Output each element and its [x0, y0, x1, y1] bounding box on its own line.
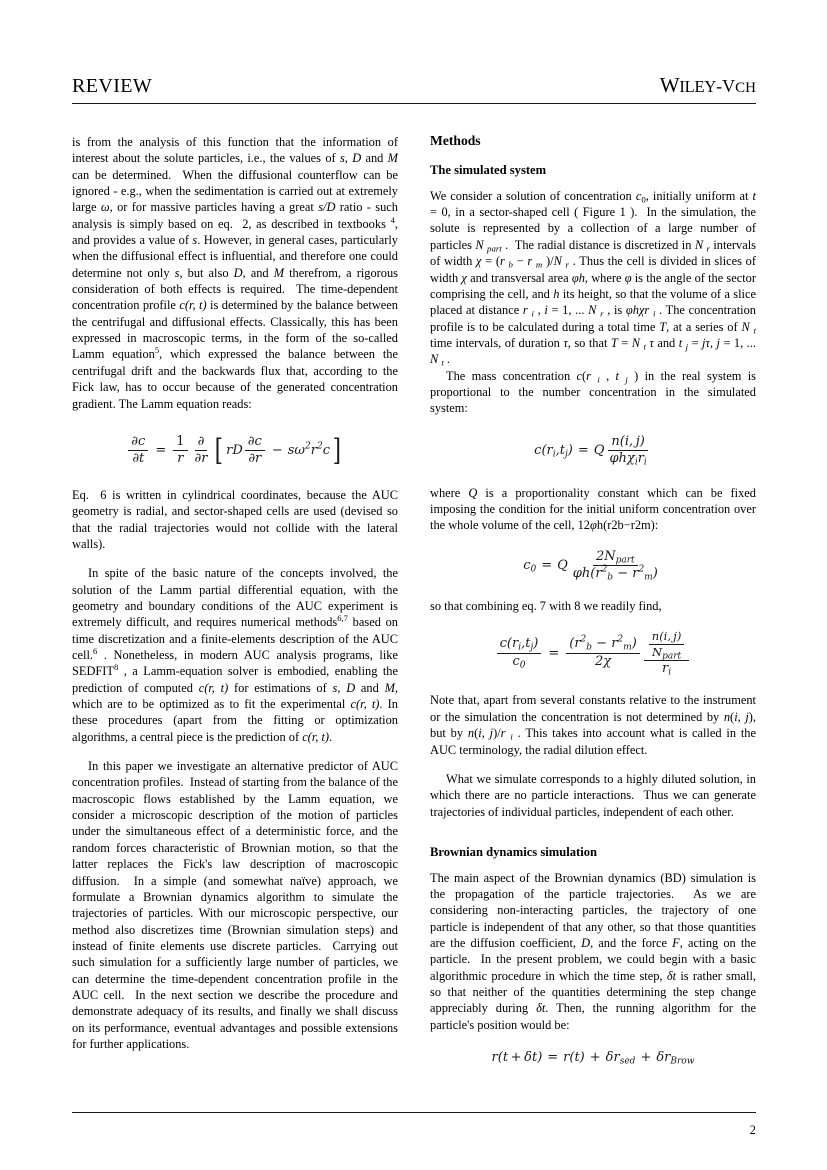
page-footer [72, 1112, 756, 1138]
footer-rule [72, 1112, 756, 1113]
running-head-title: REVIEW [72, 75, 153, 97]
two-column-body [72, 134, 756, 1065]
logo-part-iley: ILEY [679, 77, 717, 96]
paragraph-numerical-methods: In spite of the basic nature of the concepts involved, the solution of the Lamm partial differential equation, with the geometry and boundary conditions of the AUC experiment is extremely difficult, and requires numerical methods$^{6,7}$ based on time discretization and a finite-elements description of the AUC cell.$^6$ . Nonetheless, in modern AUC analysis programs, like SEDFIT$^8$ , a Lamm-equation solver is embodied, enabling the prediction of computed c(r, t) for estimations of s, D and M, which are to be optimized as to fit the experimental c(r, t). In these procedures (apart from the fitting or optimization algorithms, a central piece is the prediction of c(r, t). [72, 566, 399, 744]
paragraph-bd-simulation: The main aspect of the Brownian dynamics (BD) simulation is the propagation of the particle trajectories. As we are considering non-interacting particles, the trajectory of one particle is independent of that any other, so that those quantities are the diffusion coefficient, D, and the force F, acting on the particle. In the present problem, we could begin with a basic algorithmic procedure in which the time step, δt is rather small, so that neither of the quantities determining the step change appreciably during δt. Then, the running algorithm for the particle's position would be: [430, 870, 757, 1032]
section-heading-methods: Methods [430, 133, 481, 148]
page-content [72, 60, 756, 1065]
equation-initial-concentration: $c_0$ = Q $\frac{2N_{part}}{\varphi h(r^2_b - r^2_m)}$ [523, 548, 658, 583]
paragraph-proportionality-constant: where Q is a proportionality constant which can be fixed imposing the condition for the initial uniform concentration over the whole volume of the cell, 12φh(r2b−r2m): [430, 485, 756, 533]
subsection-heading-brownian-dynamics: Brownian dynamics simulation [430, 844, 598, 859]
left-column [72, 134, 398, 1065]
equation-reduced-concentration: $\frac{c(r_i,t_j)}{c_0}$ = $\frac{(r^2_b - r^2_m)}{2\chi}$ $\frac{\frac{n(i, j)}{N_{part}}}{r_i}$ [430, 630, 756, 676]
equation-bd-position-update: r(t + δt) = r(t) + $\delta r_{sed}$ + $\delta r_{Brow}$ [491, 1050, 695, 1067]
paragraph-radial-dilution: Note that, apart from several constants relative to the instrument or the simulation the concentration is not determined by n(i, j), but by n(i, j)/r $_i$ . This takes into account what is called in the AUC terminology, the radial dilution effect. [430, 693, 756, 757]
wiley-vch-logo [660, 75, 756, 96]
page-number: 2 [749, 1123, 756, 1137]
paragraph-combining-equations: so that combining eq. 7 with 8 we readily find, [430, 598, 662, 613]
paragraph-this-paper: In this paper we investigate an alternative predictor of AUC concentration profiles. Instead of starting from the balance of the macroscopic flows established by the Lamm equation, we consider a microscopic description of the motion of particles under the simultaneous effect of a deterministic force, and the random forces characteristic of Brownian motion, so that the latter replaces the Fick's law description of macroscopic diffusion. In a simple (and somewhat naïve) approach, we formulate a Brownian dynamics algorithm to simulate the trajectories of particles. With our microscopic perspective, our method also discretizes time (Brownian simulation steps) and instead of finite elements use discrete particles. Carrying out such simulation for a sufficiently large number of particles, we can determine the time-dependent concentration profile in the AUC cell. In the next section we describe the procedure and demonstrate adequacy of its results, and finally we shall discuss on its performance, eventual advantages and possible extensions for further applications. [72, 759, 398, 1051]
paragraph-eq6-note: Eq. 6 is written in cylindrical coordinates, because the AUC geometry is radial, and sector-shaped cells are used (devised so that the radial trajectories would not collide with the lateral walls). [72, 487, 398, 551]
reference-marker-8: 8 [114, 662, 119, 673]
paragraph-simulated-system: We consider a solution of concentration $c_0$, initially uniform at t = 0, in a sector-shaped cell ( Figure 1 ). In the simulation, the solute is represented by a collection of a large number of particles N $_{part}$ . The radial distance is discretized in N $_r$ intervals of width χ = (r $_b$ − r $_m$ )/N $_r$ . Thus the cell is divided in slices of width χ and transversal area φh, where φ is the angle of the sector comprising the cell, and h its height, so that the volume of a slice placed at distance r $_i$ , i = 1, ... N $_r$ , is φhχr $_i$ . The concentration profile is to be calculated during a total time T, at a series of N $_t$ time intervals, of duration τ, so that T = N $_t$ τ and t $_j$ = jτ, j = 1, ... N $_t$ . [430, 188, 757, 368]
paragraph-continuation: is from the analysis of this function that the information of interest about the solute particles, i.e., the values of s, D and M can be determined. When the diffusional counterflow can be ignored - e.g., when the sedimentation is carried out at extremely large ω, or for massive particles having a great s/D ratio - such analysis is simply based on eq. 2, as described in textbooks $^4$, and provides a value of s. However, in general cases, particularly when the diffusional effect is influential, and therefore one could determine not only s, but also D, and M therefrom, a rigorous consideration of both effects is required. The time-dependent concentration profile c(r, t) is determined by the balance between the centrifugal and diffusional effects. Classically, this has been expressed in macroscopic terms, in the form of the so-called Lamm equation$^5$, which expressed the balance between the centrifugal drift and the backwards flux that, according to the Fick law, has to occur because of the generated concentration gradient. The Lamm equation reads: [72, 135, 398, 411]
reference-marker-4: 4 [390, 214, 395, 225]
paragraph-mass-concentration: The mass concentration c(r $_i$ , t $_j$ ) in the real system is proportional to the number concentration in the simulated system: [430, 368, 756, 416]
right-column [430, 134, 756, 1065]
logo-part-dash-v: -V [716, 76, 736, 96]
equation-concentration-proportionality: $c(r_i,t_j)$ = Q $\frac{n(i, j)}{\varphi h\chi_ir_i}$ [534, 433, 647, 468]
equation-lamm: $\frac{\partial c}{\partial t}$ = $\frac{1}{r}$ $\frac{\partial}{\partial r}$ [ rD $\frac{\partial c}{\partial r}$ − $s\omega^2r^2c$ ] [72, 434, 398, 467]
logo-part-w: W [659, 73, 680, 97]
reference-marker-6: 6 [92, 645, 98, 656]
header-rule [72, 103, 756, 104]
reference-marker-6-7: 6,7 [337, 613, 348, 624]
paragraph-diluted-solution: What we simulate corresponds to a highly diluted solution, in which there are no particle interactions. Thus we can generate trajectories of individual particles, independent of each other. [430, 771, 756, 819]
logo-part-ch: CH [735, 80, 756, 96]
running-head [72, 60, 756, 96]
subsection-heading-simulated-system: The simulated system [430, 162, 547, 177]
reference-marker-5: 5 [154, 345, 160, 356]
